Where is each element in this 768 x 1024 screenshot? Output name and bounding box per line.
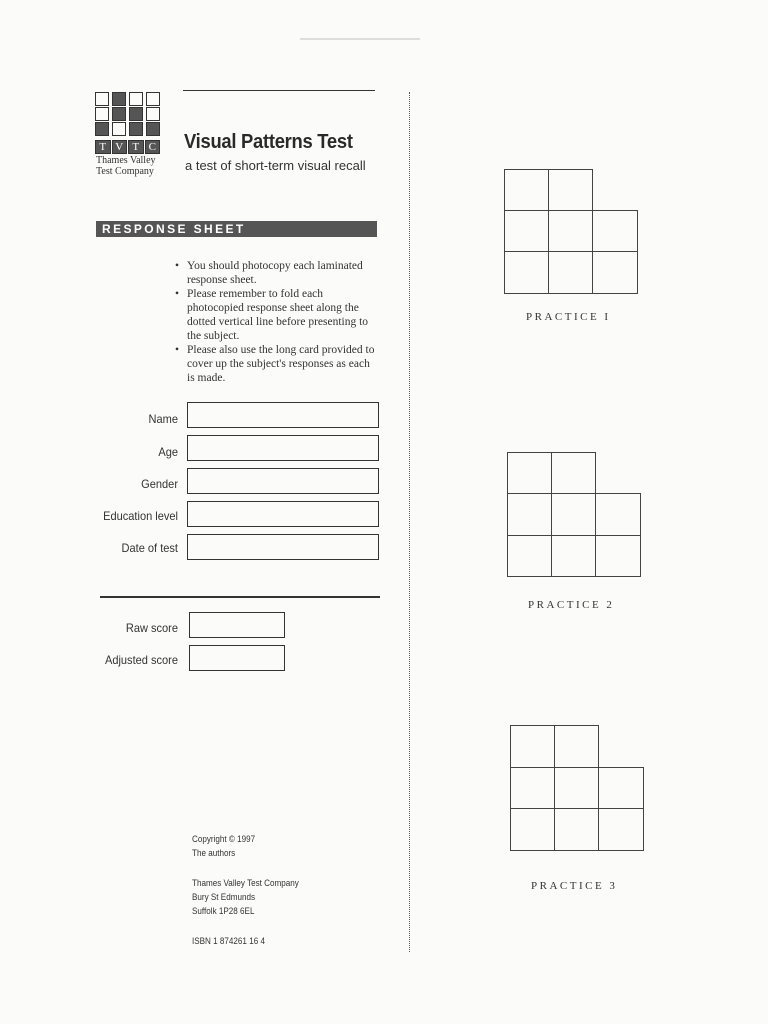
practice-label: PRACTICE I <box>526 311 611 323</box>
gender-label: Gender <box>141 477 178 491</box>
instructions-list <box>175 259 375 385</box>
date-field[interactable] <box>187 534 379 560</box>
name-field[interactable] <box>187 402 379 428</box>
education-label: Education level <box>103 509 178 523</box>
scan-artifact <box>300 38 420 40</box>
company-line: Thames Valley <box>96 155 156 166</box>
copyright: Copyright © 1997 <box>192 834 256 844</box>
logo-letter: C <box>145 140 161 154</box>
age-label: Age <box>158 445 178 459</box>
name-label: Name <box>148 412 178 426</box>
instruction-item: • You should photocopy each laminated response sheet. <box>175 259 375 287</box>
logo-letter: T <box>128 140 144 154</box>
gender-field[interactable] <box>187 468 379 494</box>
date-label: Date of test <box>121 541 178 555</box>
education-field[interactable] <box>187 501 379 527</box>
fold-line <box>409 92 410 952</box>
logo-letters <box>95 140 161 154</box>
company-line: Test Company <box>96 166 154 177</box>
response-sheet-banner: RESPONSE SHEET <box>96 221 377 237</box>
instruction-item: • Please remember to fold each photocopied response sheet along the dotted vertical line before presenting to the subject. <box>175 287 375 343</box>
logo-letter: V <box>112 140 128 154</box>
section-divider <box>100 596 380 598</box>
page-subtitle: a test of short-term visual recall <box>185 158 366 173</box>
instruction-item: • Please also use the long card provided to cover up the subject's responses as each is made. <box>175 343 375 385</box>
practice-label: PRACTICE 3 <box>531 880 618 892</box>
age-field[interactable] <box>187 435 379 461</box>
raw-score-label: Raw score <box>125 621 178 635</box>
authors: The authors <box>192 848 236 858</box>
practice-label: PRACTICE 2 <box>528 599 615 611</box>
adjusted-score-field[interactable] <box>189 645 285 671</box>
company-name <box>96 155 156 177</box>
logo-letter: T <box>95 140 111 154</box>
address-line: Bury St Edmunds <box>192 892 256 902</box>
page-title: Visual Patterns Test <box>184 131 353 153</box>
raw-score-field[interactable] <box>189 612 285 638</box>
isbn: ISBN 1 874261 16 4 <box>192 936 265 946</box>
title-rule <box>183 90 375 91</box>
adjusted-score-label: Adjusted score <box>104 653 178 667</box>
address-line: Suffolk 1P28 6EL <box>192 906 255 916</box>
publisher: Thames Valley Test Company <box>192 878 299 888</box>
